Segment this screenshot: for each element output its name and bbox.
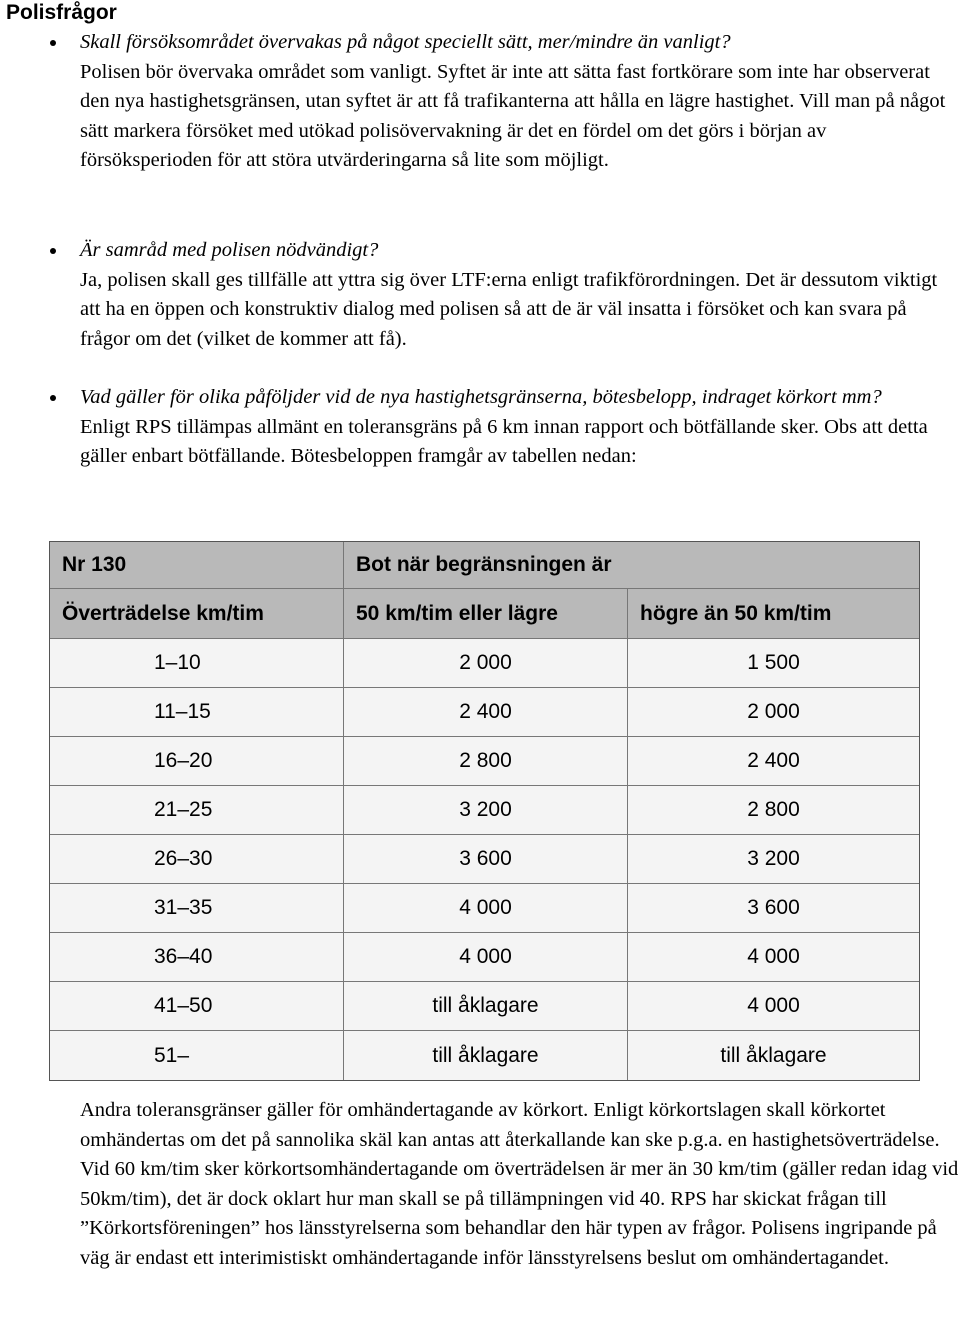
answer: Enligt RPS tillämpas allmänt en toleransgräns på 6 km innan rapport och bötfällande sker. Obs att detta gäller enbart bötfällande. Bötesbeloppen framgår av tabellen nedan: xyxy=(80,415,928,467)
table-row xyxy=(50,786,919,835)
question: Skall försöksområdet övervakas på något speciellt sätt, mer/mindre än vanligt? xyxy=(80,31,731,53)
speed-range-cell: 16–20 xyxy=(50,737,344,786)
fine-amount-cell: 2 000 xyxy=(344,639,628,688)
fine-table xyxy=(49,541,920,1081)
bullet-icon xyxy=(50,40,56,46)
fine-amount-cell: 4 000 xyxy=(344,884,628,933)
question: Vad gäller för olika påföljder vid de nya hastighetsgränserna, bötesbelopp, indraget körkort mm? xyxy=(80,386,882,408)
question: Är samråd med polisen nödvändigt? xyxy=(80,239,379,261)
qa-item xyxy=(80,236,960,354)
speed-range-cell: 11–15 xyxy=(50,688,344,737)
fine-amount-cell: 1 500 xyxy=(628,639,919,688)
answer: Ja, polisen skall ges tillfälle att yttra sig över LTF:erna enligt trafikförordningen. Det är dessutom viktigt att ha en öppen och konstruktiv dialog med polisen så att de är väl insatta i försöket och kan svara på frågor om det (vilket de kommer att få). xyxy=(80,268,938,350)
column-header: Överträdelse km/tim xyxy=(50,589,344,639)
page-heading: Polisfrågor xyxy=(6,1,117,24)
fine-amount-cell: 2 400 xyxy=(344,688,628,737)
bullet-icon xyxy=(50,248,56,254)
table-header-row xyxy=(50,589,919,639)
fine-amount-cell: till åklagare xyxy=(720,1043,827,1067)
fine-amount-cell: 3 600 xyxy=(344,835,628,884)
table-header-row xyxy=(50,542,919,589)
bullet-icon xyxy=(50,395,56,401)
speed-range-cell: 26–30 xyxy=(50,835,344,884)
speed-range-cell: 21–25 xyxy=(50,786,344,835)
table-row xyxy=(50,688,919,737)
table-group-header: Bot när begränsningen är xyxy=(344,542,919,589)
column-header: högre än 50 km/tim xyxy=(628,589,919,639)
table-nr: Nr 130 xyxy=(50,542,344,589)
body-paragraph: Andra toleransgränser gäller för omhändertagande av körkort. Enligt körkortslagen skall körkortet omhändertas om det på sannolika skäl kan antas att återkallande kan ske p.g.a. en hastighetsöverträdelse. Vid 60 km/tim sker körkortsomhändertagande om överträdelsen är mer än 30 km/tim (gäller redan idag vid 50km/tim), det är dock oklart hur man skall se på tillämpningen vid 40. RPS har skickat frågan till ”Körkortsföreningen” hos länsstyrelserna som behandlar den här typen av frågor. Polisens ingripande på väg är endast ett interimistiskt omhändertagande inför länsstyrelsens beslut om omhändertagandet. xyxy=(80,1099,959,1269)
table-row xyxy=(50,933,919,982)
fine-amount-cell: 2 400 xyxy=(628,737,919,786)
speed-range-cell: 41–50 xyxy=(50,982,344,1031)
speed-range-cell: 36–40 xyxy=(50,933,344,982)
qa-item xyxy=(80,28,960,176)
table-row xyxy=(50,1031,919,1080)
fine-amount-cell: 3 600 xyxy=(628,884,919,933)
fine-amount-cell: till åklagare xyxy=(344,982,628,1031)
table-row xyxy=(50,737,919,786)
fine-amount-cell: 4 000 xyxy=(628,933,919,982)
qa-item xyxy=(80,383,960,472)
fine-amount-cell: 3 200 xyxy=(628,835,919,884)
table-row xyxy=(50,639,919,688)
fine-amount-cell: 3 200 xyxy=(344,786,628,835)
speed-range-cell: 31–35 xyxy=(50,884,344,933)
fine-amount-cell: 4 000 xyxy=(628,982,919,1031)
fine-amount-cell: till åklagare xyxy=(344,1031,628,1080)
table-row xyxy=(50,982,919,1031)
fine-amount-cell: 2 000 xyxy=(628,688,919,737)
fine-amount-cell: 4 000 xyxy=(344,933,628,982)
table-row xyxy=(50,884,919,933)
answer: Polisen bör övervaka området som vanligt. Syftet är inte att sätta fast fortkörare som inte har observerat den nya hastighetsgränsen, utan syftet är att få trafikanterna att hålla en lägre hastighet. Vill man på något sätt markera försöket med utökad polisövervakning är det en fördel om det görs i början av försöksperioden för att störa utvärderingarna så lite som möjligt. xyxy=(80,60,946,171)
speed-range-cell: 51– xyxy=(50,1031,344,1080)
speed-range-cell: 1–10 xyxy=(50,639,344,688)
table-row xyxy=(50,835,919,884)
fine-amount-cell: 2 800 xyxy=(628,786,919,835)
column-header: 50 km/tim eller lägre xyxy=(344,589,628,639)
fine-amount-cell: 2 800 xyxy=(344,737,628,786)
